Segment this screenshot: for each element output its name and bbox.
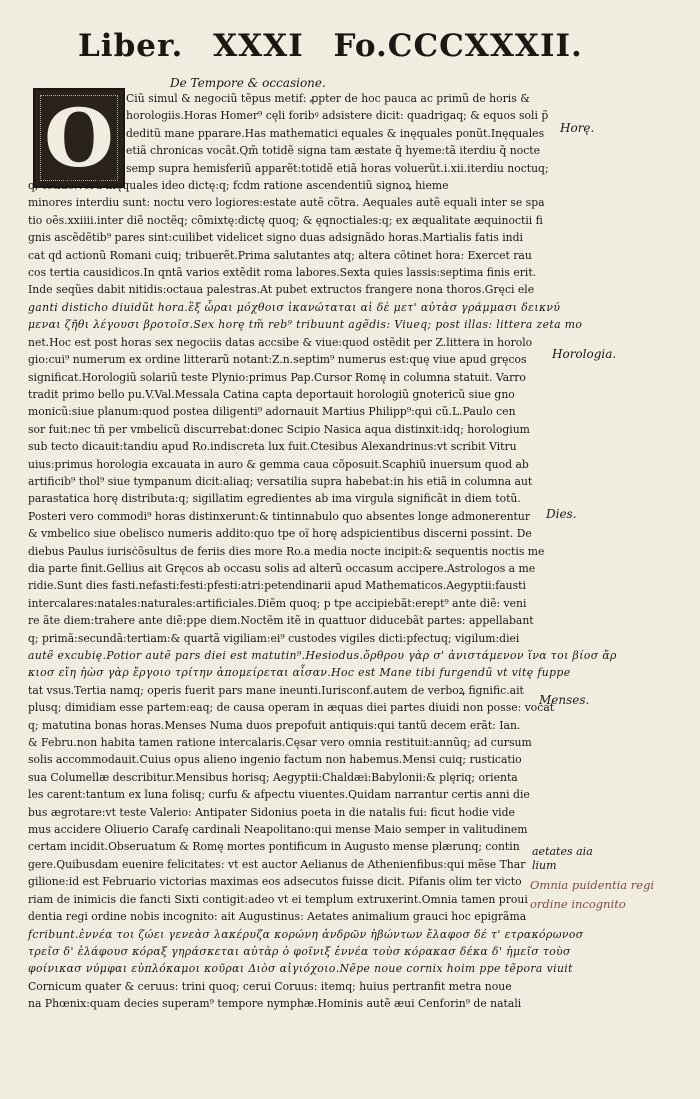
margin-note-horologia: Horologia. bbox=[552, 347, 617, 361]
running-header bbox=[78, 28, 583, 64]
text-line: tat vsus.Tertia namq; operis fuerit pars mane ineunti.Iurisconf.autem de verboꝝ fignific.ait bbox=[28, 683, 524, 697]
margin-note-aetates: aetates aia lium bbox=[532, 845, 593, 872]
text-line: dia parte finit.Gellius ait Gręcos ab occasu solis ad alterũ occasum accipere.Astrologos a me bbox=[28, 561, 536, 575]
text-line: fcribunt.ἐννέα τοι ζώει γενεὰσ λακέρυζα κορώνη ἀνδρῶν ἡβώντων ἔλαφοσ δέ τ' ετρακόρωνοσ bbox=[28, 927, 584, 941]
text-line: horologiis.Horas Homer⁹ cęli foribꝰ adsistere dicit: quadrigaq; & equos soli p̃ bbox=[126, 109, 549, 123]
text-line: riam de inimicis die fancti Sixti contigit:adeo vt ei templum extruxerint.Omnia tamen proui bbox=[28, 892, 528, 906]
text-line: q; matutina bonas horas.Menses Numa duos prepofuit antiquis:qui tantũ decem erãt: Ian. bbox=[28, 718, 521, 732]
text-line: sua Columellæ describitur.Mensibus horisq; Aegyptii:Chaldæi:Babylonii:& plęriq; orienta bbox=[28, 770, 518, 784]
text-line: ridie.Sunt dies fasti.nefasti:festi:pfesti:atri:petendinarii apud Mathematicos.Aegyptii:fausti bbox=[28, 579, 526, 593]
text-line: na Phœnix:quam decies superam⁹ tempore nymphæ.Hominis autẽ æui Cenforin⁹ de natali bbox=[28, 997, 522, 1011]
text-line: q; primã:secundã:tertiam:& quartã vigiliam:ei⁹ custodes vigiles dicti:pfectuq; vigilum:diei bbox=[28, 631, 520, 645]
text-line: intercalares:natales:naturales:artificiales.Diẽm quoq; p tpe accipiebãt:erept⁹ ante diẽ: veni bbox=[28, 596, 527, 610]
text-line: monicũ:siue planum:quod postea diligenti⁹ adornauit Martius Philipp⁹:qui cũ.L.Paulo cen bbox=[28, 405, 516, 419]
text-line: gio:cui⁹ numerum ex ordine litterarũ notant:Z.n.septim⁹ numerus est:quę viue apud gręcos bbox=[28, 353, 527, 367]
text-line: & vmbelico siue obelisco numeris addito:quo tpe oĩ horę adspicientibus discerni possint. De bbox=[28, 527, 532, 541]
text-line: μεναι ζῆθι λέγουσι βροτοῖσ.Sex horę tm̃ reb⁹ tribuunt agẽdis: Viueq; post illas: littera zeta mo bbox=[28, 318, 583, 332]
text-line: κιοσ εἴη ἠὼσ γὰρ ἔργοιο τρίτην ἀπομείρεται αἶσαν.Hoc est Mane tibi furgendũ vt vitę fuppe bbox=[28, 666, 571, 680]
manuscript-annotation: Omnia puidentia regi ordine incognito bbox=[530, 878, 655, 911]
text-line: gere.Quibusdam euenire felicitates: vt est auctor Aelianus de Athenienfibus:qui mẽse Thar bbox=[28, 857, 526, 871]
text-line: significat.Horologiũ solariũ teste Plynio:primus Pap.Cursor Romę in columna statuit. Varro bbox=[28, 370, 526, 384]
text-line: solis accommodauit.Cuius opus alieno ingenio factum non habemus.Mensi cuiq; rusticatio bbox=[28, 753, 522, 767]
text-line: sor fuit:nec tñ per vmbelicũ discurrebat:donec Scipio Nasica aqua distinxit:idq; horologium bbox=[28, 422, 530, 436]
margin-note-menses: Menses. bbox=[539, 693, 590, 707]
text-line: Posteri vero commodi⁹ horas distinxerunt:& tintinnabulo quo absentes longe admonerentur bbox=[28, 509, 531, 523]
text-line: semp supra hemisferiũ apparẽt:totidẽ etiã horas voluerũt.i.xii.iterdiu noctuq; bbox=[126, 161, 549, 175]
text-line: Ciũ simul & negociũ tẽpus metif: ꝓpter de hoc pauca ac primũ de horis & bbox=[126, 92, 530, 105]
text-line: plusq; dimidiam esse partem:eaq; de causa operam in æquas diei partes diuidi non posse: vocat bbox=[28, 701, 555, 715]
text-line: τρεῖσ δ' ἐλάφουσ κόραξ γηράσκεται αὐτὰρ ὁ φοῖνιξ ἐννέα τοὺσ κόρακασ δέκα δ' ἡμεῖσ τοὺσ bbox=[28, 944, 571, 958]
text-line: tradit primo bello pu.V.Val.Messala Catina capta deportauit horologiũ gnotericũ siue gno bbox=[28, 387, 515, 401]
text-line: minores interdiu sunt: noctu vero logiores:estate autẽ cõtra. Aequales autẽ equali inter se spa bbox=[28, 196, 545, 210]
text-line: certam incidit.Obseruatum & Romę mortes pontificum in Augusto mense plærunq; contin bbox=[28, 840, 520, 854]
text-line: artificib⁹ thol⁹ siue tympanum dicit:aliaq; versatilia supra habebat:in his etiã in columna aut bbox=[28, 474, 533, 488]
text-line: parastatica horę distributa:q; sigillatim egredientes ab ima virgula significãt in diem totũ. bbox=[28, 492, 521, 506]
text-line: autẽ excubię.Potior autẽ pars diei est matutin⁹.Hesiodus.ὄρθρου γὰρ σ' ἀνιστάμενον ἵνα τοι βίοσ ἄρ bbox=[28, 649, 617, 662]
text-line: Cornicum quater & ceruus: trini quoq; cerui Coruus: itemq; huius pertranfit metra noue bbox=[28, 979, 512, 993]
text-line: Inde seqũes dabit nitidis:octaua palestras.At pubet extructos frangere nona thoros.Gręci ele bbox=[28, 283, 535, 297]
text-line: φοίνικασ νύμφαι εὐπλόκαμοι κοῦραι Διὸσ αἰγιόχοιο.Nẽpe noue cornix hoim ppe tẽpora viuit bbox=[28, 962, 573, 976]
margin-note-hore: Horę. bbox=[560, 121, 595, 135]
text-line: net.Hoc est post horas sex negociis datas accsibe & viue:quod ostẽdit per Z.littera in horolo bbox=[28, 335, 533, 349]
initial-letter: O bbox=[44, 91, 114, 185]
text-line: etiã chronicas vocãt.Qm̃ totidẽ signa tam æstate q̃ hyeme:tã iterdiu q̃ nocte bbox=[126, 144, 541, 158]
text-line: diebus Paulus iurisċõsultus de feriis dies more Ro.a media nocte incipit:& sequentis noctis me bbox=[28, 544, 545, 558]
text-line: uius:primus horologia excauata in auro & gemma caua cõposuit.Scaphiũ inuersum quod ab bbox=[28, 457, 529, 471]
liber-label: Liber. bbox=[78, 28, 184, 64]
text-line: gilione:id est Februario victorias maximas eos adsecutos fuisse dicit. Pifanis olim ter victo bbox=[28, 875, 522, 889]
text-line: cos tertia causidicos.In qntã varios extẽdit roma labores.Sexta quies lassis:septima finis erit. bbox=[28, 266, 537, 280]
text-line: & Febru.non habita tamen ratione intercalaris.Cęsar vero omnia restituit:annũq; ad cursum bbox=[28, 736, 532, 750]
text-line: mus accidere Oliuerio Carafę cardinali Neapolitano:qui mense Maio semper in valitudinem bbox=[28, 823, 528, 837]
section-title: De Tempore & occasione. bbox=[170, 76, 326, 90]
text-line: sub tecto dicauit:tandiu apud Ro.indiscreta lux fuit.Ctesibus Alexandrinus:vt scribit Vitru bbox=[28, 440, 517, 454]
book-number: XXXI bbox=[213, 28, 304, 64]
text-line: q; totidẽ:verũ inęquales ideo dictę:q; fcdm ratione ascendentiũ signoꝝ hieme bbox=[28, 179, 449, 193]
text-line: re ãte diem:trahere ante diẽ:ppe diem.Noctẽm itẽ in quattuor diducebãt partes: appellabant bbox=[28, 614, 534, 628]
text-line: deditũ mane pparare.Has mathematici equales & inęquales ponũt.Inęquales bbox=[126, 126, 545, 140]
folio-number: Fo.CCCXXXII. bbox=[333, 28, 583, 64]
text-line: bus ægrotare:vt teste Valerio: Antipater Sidonius poeta in die natalis fui: ficut hodie vide bbox=[28, 805, 515, 819]
text-line: cat qd actionũ Romani cuiq; tribuerẽt.Prima salutantes atq; altera cõtinet hora: Exercet rau bbox=[28, 248, 532, 262]
text-line: tio oẽs.xxiiii.inter diẽ noctẽq; cõmixtę:dictę quoq; & ęqnoctiales:q; ex æqualitate æquinoctii fi bbox=[28, 213, 543, 227]
text-line: ganti disticho diuidũt hora.ἓξ ὧραι μόχθοισ ἱκανώταται αἱ δὲ μετ' αὐτὰσ γράμμασι δεικνύ bbox=[28, 300, 561, 314]
text-line: les carent:tantum ex luna folisq; curfu & afpectu viuentes.Quidam narrantur certis anni die bbox=[28, 788, 530, 802]
margin-note-dies: Dies. bbox=[546, 507, 577, 521]
text-line: gnis ascẽdẽtib⁹ pares sint:cuilibet videlicet signo duas adsignãdo horas.Martialis fatis indi bbox=[28, 231, 523, 245]
text-line: dentia regi ordine nobis incognito: ait Augustinus: Aetates animalium grauci hoc epigrãma bbox=[28, 910, 527, 924]
